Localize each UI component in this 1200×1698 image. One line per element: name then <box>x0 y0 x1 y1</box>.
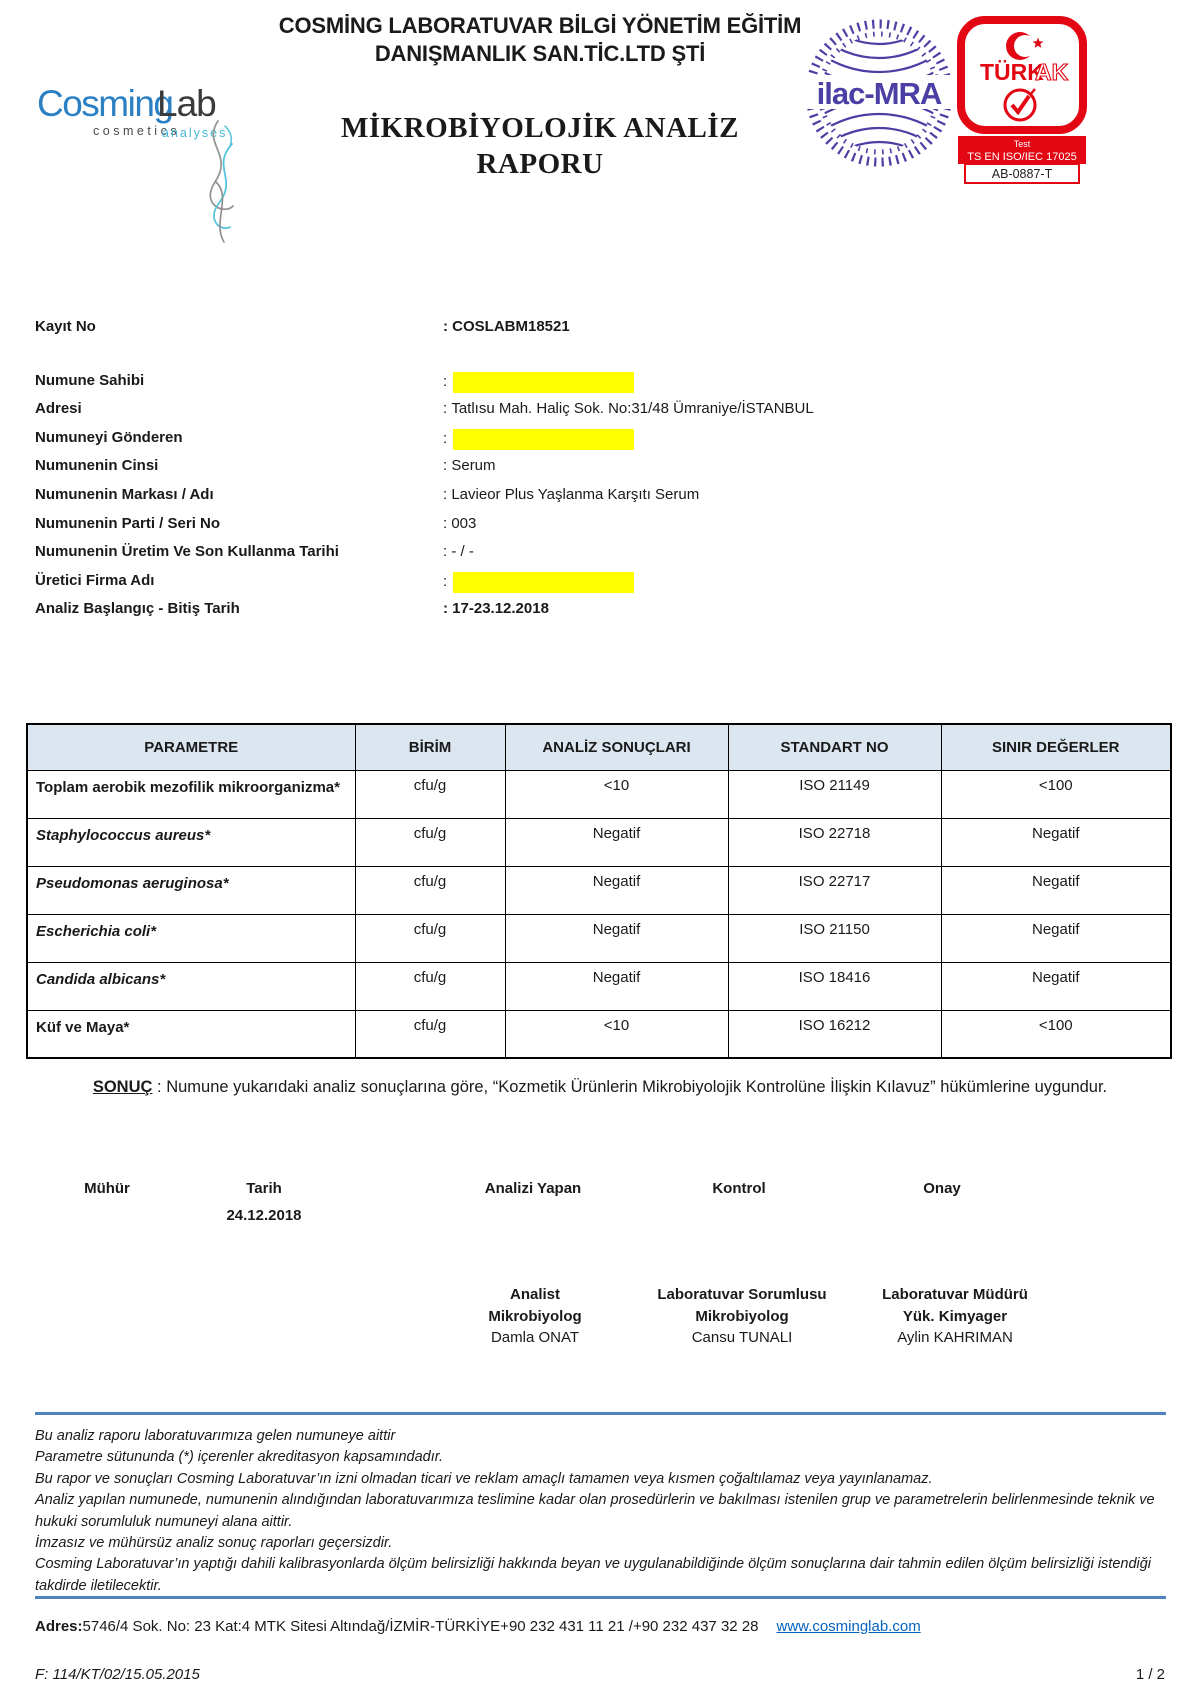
field-numuneyi-gonderen <box>35 429 1165 458</box>
cell-result: Negatif <box>505 866 728 914</box>
field-value: 003 <box>451 514 477 532</box>
turkak-accreditation-no: AB-0887-T <box>991 167 1053 181</box>
conclusion-label: SONUÇ <box>92 1078 153 1096</box>
field-label: Kayıt No <box>35 318 96 335</box>
cell-parameter: Pseudomonas aeruginosa* <box>27 866 355 914</box>
company-name-line1: COSMİNG LABORATUVAR BİLGİ YÖNETİM EĞİTİM <box>278 13 802 38</box>
cell-result: <10 <box>505 770 728 818</box>
cell-unit: cfu/g <box>355 914 505 962</box>
col-header-analiz-sonuclari: ANALİZ SONUÇLARI <box>505 724 728 770</box>
field-kayit-no <box>35 318 1165 347</box>
page-footer-row <box>35 1666 1165 1683</box>
person-name: Damla ONAT <box>490 1329 580 1346</box>
sig-col-muhur: Mühür <box>84 1180 130 1197</box>
sig-col-analizi-yapan: Analizi Yapan <box>484 1180 582 1197</box>
footnote-line: İmzasız ve mühürsüz analiz sonuç raporları geçersizdir. <box>35 1535 393 1552</box>
turkak-word-turk: TÜRK <box>980 59 1044 85</box>
cell-standard: ISO 16212 <box>728 1010 941 1058</box>
separator: : <box>443 318 448 335</box>
cell-result: Negatif <box>505 914 728 962</box>
field-markasi-adi <box>35 486 1165 515</box>
field-label: Numuneyi Gönderen <box>35 428 183 446</box>
divider-line-bottom <box>35 1596 1166 1599</box>
cell-limit: Negatif <box>941 914 1171 962</box>
field-label: Numunenin Parti / Seri No <box>35 514 221 532</box>
separator: : <box>443 514 448 532</box>
table-row <box>27 1010 1171 1058</box>
cell-standard: ISO 18416 <box>728 962 941 1010</box>
sig-col-onay: Onay <box>923 1180 961 1197</box>
separator: : <box>443 373 448 391</box>
cell-standard: ISO 22717 <box>728 866 941 914</box>
person-role: Laboratuvar Sorumlusu <box>657 1286 827 1303</box>
field-parti-seri-no <box>35 515 1165 544</box>
cell-limit: Negatif <box>941 866 1171 914</box>
divider-line-top <box>35 1412 1166 1415</box>
field-label: Numunenin Üretim Ve Son Kullanma Tarihi <box>35 543 339 561</box>
cell-standard: ISO 21149 <box>728 770 941 818</box>
turkak-band-line2: TS EN ISO/IEC 17025 <box>967 151 1077 163</box>
document-code: F: 114/KT/02/15.05.2015 <box>35 1666 200 1683</box>
table-row <box>27 818 1171 866</box>
field-value: Tatlısu Mah. Haliç Sok. No:31/48 Ümraniye/İSTANBUL <box>451 400 814 418</box>
cell-standard: ISO 22718 <box>728 818 941 866</box>
redaction-box <box>453 429 634 450</box>
col-header-birim: BİRİM <box>355 724 505 770</box>
person-title: Yük. Kimyager <box>902 1307 1008 1325</box>
conclusion-paragraph <box>35 1072 1165 1103</box>
table-row <box>27 770 1171 818</box>
report-title-line2: RAPORU <box>476 148 604 180</box>
report-title <box>235 110 845 182</box>
footnote-line: Analiz yapılan numunede, numunenin alındığından laboratuvarımıza teslimine kadar olan prosedürlerin ve bakılması istenilen grup ve parametrelerin belirlenmesinde teknik ve hukuki sorumluluk numuneyi alana aittir. <box>35 1492 1155 1530</box>
website-link[interactable]: www.cosminglab.com <box>776 1618 921 1635</box>
cell-unit: cfu/g <box>355 1010 505 1058</box>
table-row <box>27 866 1171 914</box>
sample-info-section <box>35 318 1165 629</box>
logo-sub-analyses: analyses <box>162 126 228 140</box>
field-analiz-tarih <box>35 600 1165 629</box>
field-adresi <box>35 400 1165 429</box>
turkak-word-ak: AK <box>1035 59 1069 85</box>
cell-parameter: Staphylococcus aureus* <box>27 818 355 866</box>
address-label: Adres: <box>35 1618 83 1635</box>
footnote-line: Bu analiz raporu laboratuvarımıza gelen numuneye aittir <box>35 1428 396 1444</box>
person-title: Mikrobiyolog <box>695 1307 789 1325</box>
logo-brand-cosming: Cosming <box>37 83 173 124</box>
page-number: 1 / 2 <box>1135 1666 1165 1683</box>
person-role: Analist <box>509 1286 560 1303</box>
cell-standard: ISO 21150 <box>728 914 941 962</box>
cell-result: <10 <box>505 1010 728 1058</box>
logo-sub-cosmetics: cosmetics <box>93 124 181 138</box>
field-label: Numunenin Cinsi <box>35 457 159 475</box>
person-name: Aylin KAHRIMAN <box>897 1329 1013 1346</box>
separator: : <box>443 543 448 561</box>
cell-result: Negatif <box>505 962 728 1010</box>
table-row <box>27 962 1171 1010</box>
sig-date: 24.12.2018 <box>226 1207 302 1224</box>
field-uretim-skt <box>35 543 1165 572</box>
field-value: COSLABM18521 <box>452 318 570 335</box>
separator: : <box>443 573 448 591</box>
field-label: Üretici Firma Adı <box>35 571 155 589</box>
footnote-line: Bu rapor ve sonuçları Cosming Laboratuvar’ın izni olmadan ticari ve reklam amaçlı tamamen veya kısmen çoğaltılamaz veya yayınlanamaz. <box>35 1470 933 1487</box>
field-label: Numune Sahibi <box>35 371 145 389</box>
turkak-band-line1: Test <box>1013 139 1031 149</box>
separator: : <box>443 430 448 448</box>
person-name: Cansu TUNALI <box>691 1329 793 1346</box>
cell-result: Negatif <box>505 818 728 866</box>
cell-unit: cfu/g <box>355 866 505 914</box>
table-header-row <box>27 724 1171 770</box>
footnote-line: Parametre sütununda (*) içerenler akreditasyon kapsamındadır. <box>35 1449 444 1466</box>
cell-unit: cfu/g <box>355 818 505 866</box>
cell-limit: Negatif <box>941 818 1171 866</box>
address-text: 5746/4 Sok. No: 23 Kat:4 MTK Sitesi Altındağ/İZMİR-TÜRKİYE+90 232 431 11 21 /+90 232 437 32 28 <box>82 1618 759 1635</box>
field-label: Numunenin Markası / Adı <box>35 485 214 503</box>
field-value: Serum <box>451 457 496 475</box>
cell-limit: Negatif <box>941 962 1171 1010</box>
analysis-results-table <box>26 723 1172 1059</box>
field-value: Lavieor Plus Yaşlanma Karşıtı Serum <box>451 485 700 503</box>
logo-brand-lab: Lab <box>157 83 216 124</box>
cell-parameter: Escherichia coli* <box>27 914 355 962</box>
sig-col-tarih: Tarih <box>246 1180 282 1197</box>
col-header-standart-no: STANDART NO <box>728 724 941 770</box>
separator: : <box>443 485 448 503</box>
redaction-box <box>453 572 634 593</box>
footnote-line: Cosming Laboratuvar’ın yaptığı dahili kalibrasyonlarda ölçüm belirsizliği hakkında beyan ve uygulanabildiğinde ölçüm sonuçlarına dair tahmin edilen ölçüm belirsizliği istendiği takdirde iletilecektir. <box>35 1556 1152 1594</box>
separator: : <box>443 600 448 618</box>
field-uretici-firma <box>35 572 1165 601</box>
field-numunenin-cinsi <box>35 457 1165 486</box>
cell-parameter: Küf ve Maya* <box>27 1010 355 1058</box>
sig-person-mudur <box>815 1284 1095 1349</box>
company-name <box>235 12 845 68</box>
company-name-line2: DANIŞMANLIK SAN.TİC.LTD ŞTİ <box>374 41 706 66</box>
cell-unit: cfu/g <box>355 962 505 1010</box>
sig-col-kontrol: Kontrol <box>712 1180 766 1197</box>
cell-parameter: Toplam aerobik mezofilik mikroorganizma* <box>27 770 355 818</box>
separator: : <box>443 400 448 418</box>
col-header-sinir-degerler: SINIR DEĞERLER <box>941 724 1171 770</box>
cell-parameter: Candida albicans* <box>27 962 355 1010</box>
field-label: Analiz Başlangıç - Bitiş Tarih <box>35 600 240 618</box>
field-numune-sahibi <box>35 372 1165 401</box>
field-value: - / - <box>451 543 474 561</box>
separator: : <box>443 457 448 475</box>
cell-limit: <100 <box>941 770 1171 818</box>
conclusion-text: : Numune yukarıdaki analiz sonuçlarına göre, “Kozmetik Ürünlerin Mikrobiyolojik Kontrolüne İlişkin Kılavuz” hükümlerine uygundur. <box>157 1078 1108 1096</box>
col-header-parametre: PARAMETRE <box>27 724 355 770</box>
person-title: Mikrobiyolog <box>488 1307 582 1325</box>
address-line <box>35 1618 1165 1635</box>
field-value: 17-23.12.2018 <box>452 600 549 618</box>
ilac-mra-label: ilac-MRA <box>816 76 942 111</box>
ilac-mra-seal-icon <box>803 12 955 174</box>
field-label: Adresi <box>35 400 82 418</box>
cell-limit: <100 <box>941 1010 1171 1058</box>
turkak-seal-icon <box>956 16 1088 188</box>
cell-unit: cfu/g <box>355 770 505 818</box>
report-title-line1: MİKROBİYOLOJİK ANALİZ <box>340 112 740 144</box>
person-role: Laboratuvar Müdürü <box>882 1286 1028 1303</box>
footnotes-section <box>35 1426 1168 1597</box>
table-row <box>27 914 1171 962</box>
redaction-box <box>453 372 634 393</box>
cosminglab-logo <box>35 74 265 254</box>
